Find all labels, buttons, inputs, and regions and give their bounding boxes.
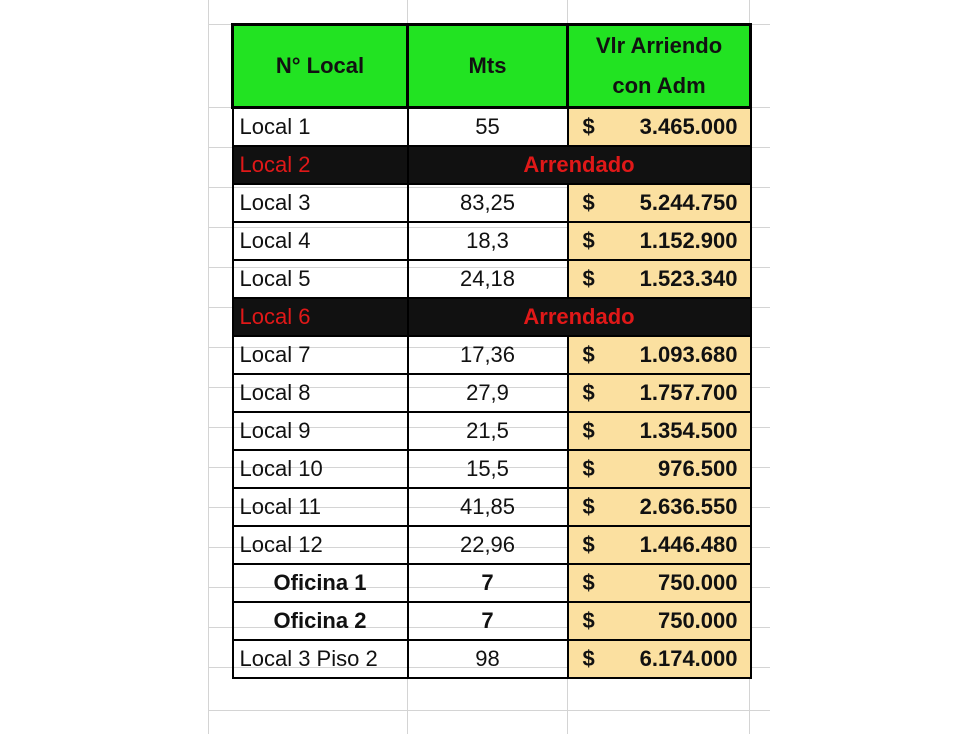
cell-price[interactable] [568, 184, 751, 222]
table-row [233, 260, 751, 298]
cell-local-name[interactable]: Local 9 [233, 412, 408, 450]
header-local[interactable]: N° Local [233, 25, 408, 108]
currency-symbol: $ [582, 646, 595, 671]
cell-mts[interactable]: 27,9 [408, 374, 568, 412]
cell-mts[interactable]: 15,5 [408, 450, 568, 488]
cell-price[interactable] [568, 488, 751, 526]
cell-status-rented[interactable]: Arrendado [408, 146, 751, 184]
cell-mts[interactable]: 18,3 [408, 222, 568, 260]
cell-local-name[interactable]: Oficina 1 [233, 564, 408, 602]
header-price-line2: con Adm [612, 73, 706, 98]
currency-symbol: $ [582, 532, 595, 557]
cell-local-name[interactable]: Local 5 [233, 260, 408, 298]
table-row [233, 222, 751, 260]
table-row-rented [233, 298, 751, 336]
price-amount: 3.465.000 [639, 114, 738, 139]
price-amount: 1.523.340 [639, 266, 738, 291]
header-price-line1: Vlr Arriendo [595, 33, 723, 58]
cell-price[interactable] [568, 222, 751, 260]
price-amount: 2.636.550 [639, 494, 738, 519]
cell-mts[interactable]: 17,36 [408, 336, 568, 374]
currency-symbol: $ [582, 190, 595, 215]
rental-price-table [231, 23, 752, 679]
cell-local-name[interactable]: Local 10 [233, 450, 408, 488]
currency-symbol: $ [582, 380, 595, 405]
price-amount: 750.000 [657, 570, 738, 595]
table-row [233, 108, 751, 147]
cell-price[interactable] [568, 526, 751, 564]
currency-symbol: $ [582, 570, 595, 595]
cell-local-name[interactable]: Local 7 [233, 336, 408, 374]
table-row [233, 488, 751, 526]
cell-mts[interactable]: 22,96 [408, 526, 568, 564]
cell-price[interactable] [568, 108, 751, 147]
cell-price[interactable] [568, 336, 751, 374]
table-row [233, 640, 751, 678]
cell-mts[interactable]: 83,25 [408, 184, 568, 222]
table-row [233, 526, 751, 564]
table-row [233, 184, 751, 222]
currency-symbol: $ [582, 418, 595, 443]
price-amount: 1.757.700 [639, 380, 738, 405]
table-row [233, 412, 751, 450]
table-row [233, 602, 751, 640]
cell-price[interactable] [568, 564, 751, 602]
cell-local-name[interactable]: Local 11 [233, 488, 408, 526]
price-amount: 1.152.900 [639, 228, 738, 253]
cell-mts[interactable]: 7 [408, 602, 568, 640]
cell-price[interactable] [568, 450, 751, 488]
price-amount: 976.500 [657, 456, 738, 481]
table-row [233, 374, 751, 412]
table-row [233, 336, 751, 374]
price-amount: 1.446.480 [639, 532, 738, 557]
table-row [233, 564, 751, 602]
cell-local-name[interactable]: Local 8 [233, 374, 408, 412]
cell-mts[interactable]: 24,18 [408, 260, 568, 298]
cell-mts[interactable]: 41,85 [408, 488, 568, 526]
currency-symbol: $ [582, 266, 595, 291]
cell-status-rented[interactable]: Arrendado [408, 298, 751, 336]
table-row [233, 450, 751, 488]
cell-local-name[interactable]: Local 3 Piso 2 [233, 640, 408, 678]
cell-local-name[interactable]: Oficina 2 [233, 602, 408, 640]
cell-price[interactable] [568, 412, 751, 450]
price-amount: 1.093.680 [639, 342, 738, 367]
header-price[interactable] [568, 25, 751, 108]
price-amount: 1.354.500 [639, 418, 738, 443]
cell-mts[interactable]: 7 [408, 564, 568, 602]
currency-symbol: $ [582, 342, 595, 367]
header-mts[interactable]: Mts [408, 25, 568, 108]
cell-local-name[interactable]: Local 6 [233, 298, 408, 336]
cell-price[interactable] [568, 374, 751, 412]
cell-local-name[interactable]: Local 1 [233, 108, 408, 147]
currency-symbol: $ [582, 608, 595, 633]
cell-price[interactable] [568, 260, 751, 298]
currency-symbol: $ [582, 114, 595, 139]
price-amount: 6.174.000 [639, 646, 738, 671]
header-row [233, 25, 751, 108]
cell-price[interactable] [568, 602, 751, 640]
cell-price[interactable] [568, 640, 751, 678]
table-row-rented [233, 146, 751, 184]
cell-mts[interactable]: 55 [408, 108, 568, 147]
currency-symbol: $ [582, 228, 595, 253]
price-amount: 750.000 [657, 608, 738, 633]
currency-symbol: $ [582, 494, 595, 519]
cell-mts[interactable]: 98 [408, 640, 568, 678]
cell-local-name[interactable]: Local 2 [233, 146, 408, 184]
cell-local-name[interactable]: Local 12 [233, 526, 408, 564]
cell-local-name[interactable]: Local 4 [233, 222, 408, 260]
price-amount: 5.244.750 [639, 190, 738, 215]
currency-symbol: $ [582, 456, 595, 481]
cell-mts[interactable]: 21,5 [408, 412, 568, 450]
cell-local-name[interactable]: Local 3 [233, 184, 408, 222]
